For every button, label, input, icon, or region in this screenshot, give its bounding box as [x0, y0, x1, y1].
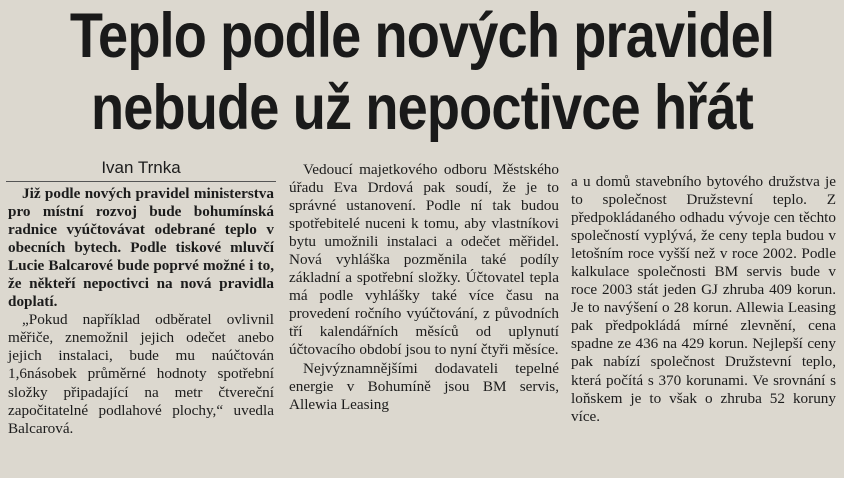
article-column-3	[571, 173, 836, 426]
body-paragraph: Nejvýznamnějšími dodavateli tepelné energie v Bohumíně jsou BM servis, Allewia Leasing	[289, 359, 559, 413]
article-column-2	[289, 161, 559, 414]
body-paragraph: a u domů stavebního bytového družstva je to společnost Družstevní teplo. Z předpokládaného odhadu vývoje cen těchto společností vyplývá, že ceny tepla budou v letošním roce vyšší než v roce 2002. Podle kalkulace společnosti BM servis bude v roce 2003 stát jeden GJ zhruba 409 korun. Je to navýšení o 28 korun. Allewia Leasing pak předpokládá mírné zlevnění, cena spadne ze 436 na 429 korun. Nejlepší ceny pak nabízí společnost Družstevní teplo, která počítá s 370 korunami. Ve srovnání s loňskem je to však o zhruba 52 koruny více.	[571, 173, 836, 425]
headline-line-2: nebude už nepoctivce hřát	[91, 73, 753, 143]
headline-line-1: Teplo podle nových pravidel	[69, 1, 775, 71]
headline	[59, 0, 785, 144]
author-byline: Ivan Trnka	[101, 158, 181, 177]
article-column-1	[8, 185, 274, 438]
lead-paragraph: Již podle nových pravidel ministerstva pro místní rozvoj bude bohumínská radnice vyúčtovávat odebrané teplo v obecních bytech. Podle tiskové mluvčí Lucie Balcarové bude poprvé možné i to, že někteří nepoctivci na nová pravidla doplatí.	[8, 185, 274, 311]
body-paragraph: Vedoucí majetkového odboru Městského úřadu Eva Drdová pak soudí, že je to správné ustanovení. Podle ní tak budou spotřebitelé nuceni k tomu, aby vlastníkovi bytu umožnili instalaci a odečet měřidel. Nová vyhláška pozměnila také podíly základní a spotřební složky. Účtovatel tepla má podle vyhlášky také více času na provedení ročního vyúčtování, z původních tří kalendářních měsíců od uplynutí účtovacího období jsou to nyní čtyři měsíce.	[289, 161, 559, 359]
quote-paragraph: „Pokud například odběratel ovlivnil měřiče, znemožnil jejich odečet anebo jejich instalaci, bude mu naúčtován 1,6násobek průměrné hodnoty spotřební složky připadající na metr čtvereční započitatelné podlahové plochy,“ uvedla Balcarová.	[8, 311, 274, 437]
byline-divider	[6, 181, 276, 182]
